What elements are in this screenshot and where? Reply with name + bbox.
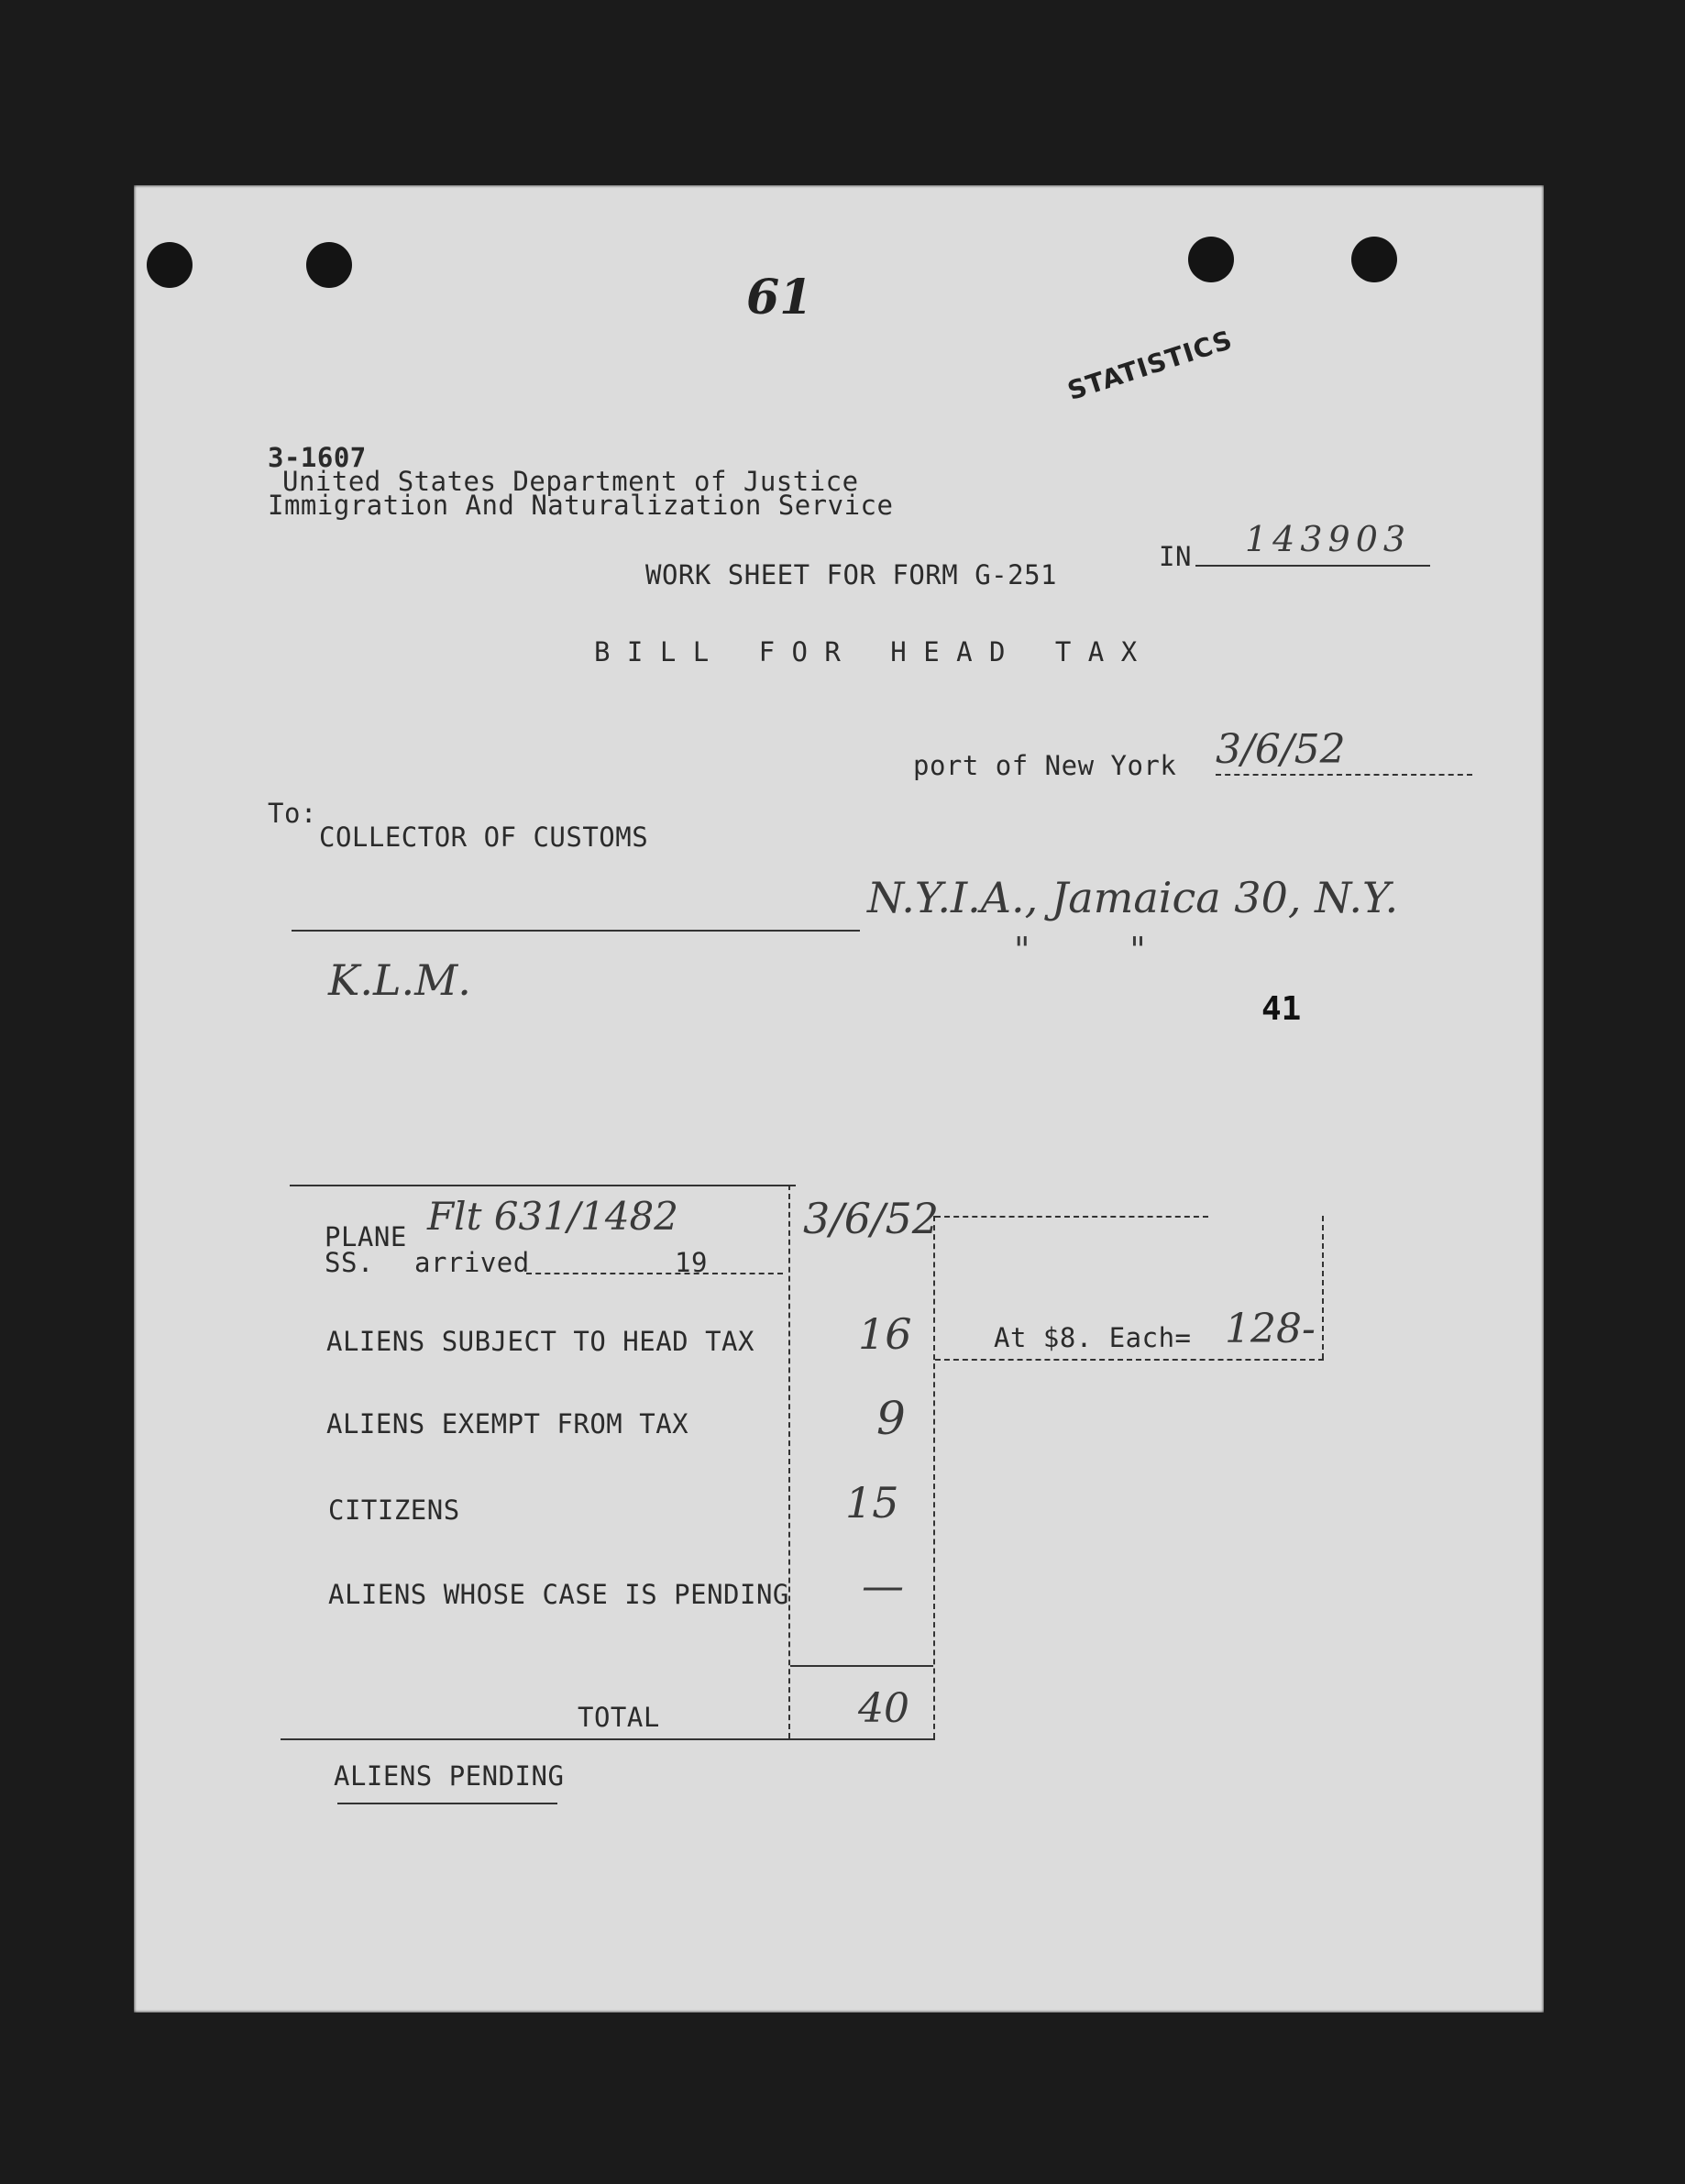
- total-label: TOTAL: [578, 1702, 660, 1733]
- reference-number: 143903: [1245, 519, 1412, 559]
- department-name: United States Department of Justice: [282, 466, 859, 497]
- total-value: 40: [858, 1685, 909, 1732]
- collector-label: COLLECTOR OF CUSTOMS: [319, 822, 649, 853]
- reference-line: [1195, 565, 1430, 567]
- document-page: [134, 185, 1544, 2013]
- ditto-marks: " ": [1014, 930, 1146, 970]
- bill-title: B I L L F O R H E A D T A X: [594, 636, 1138, 667]
- worksheet-title: WORK SHEET FOR FORM G-251: [645, 559, 1057, 590]
- table-bottom-line: [281, 1738, 935, 1740]
- port-date-line: [1216, 774, 1472, 776]
- row-value-pending: —: [862, 1561, 904, 1610]
- row-label-subject: ALIENS SUBJECT TO HEAD TAX: [326, 1326, 754, 1357]
- port-label: port of New York: [913, 750, 1177, 781]
- row-label-citizens: CITIZENS: [328, 1495, 460, 1526]
- form-number: 3-1607: [268, 442, 367, 473]
- reference-label: IN: [1159, 541, 1192, 572]
- subtotal-line: [790, 1665, 933, 1667]
- port-date: 3/6/52: [1216, 726, 1346, 773]
- ss-label: SS.: [325, 1247, 374, 1278]
- sheet-number: 41: [1261, 990, 1302, 1028]
- to-label: To:: [268, 798, 317, 829]
- punch-hole: [1351, 237, 1397, 282]
- page-mark: 61: [746, 270, 813, 325]
- rate-box-top: [935, 1216, 1208, 1218]
- row-value-subject: 16: [858, 1309, 912, 1359]
- rate-label: At $8. Each=: [994, 1322, 1192, 1353]
- table-top-line: [290, 1185, 796, 1186]
- year-prefix: 19: [675, 1247, 708, 1278]
- carrier-name: K.L.M.: [328, 955, 471, 1005]
- table-divider: [788, 1185, 790, 1738]
- punch-hole: [306, 242, 352, 288]
- arrival-date: 3/6/52: [803, 1194, 940, 1243]
- airport-location: N.Y.I.A., Jamaica 30, N.Y.: [867, 873, 1399, 922]
- punch-hole: [147, 242, 193, 288]
- statistics-stamp: STATISTICS: [1063, 324, 1237, 407]
- row-label-pending: ALIENS WHOSE CASE IS PENDING: [328, 1579, 789, 1610]
- punch-hole: [1188, 237, 1234, 282]
- table-right-border: [933, 1216, 935, 1738]
- aliens-pending-label: ALIENS PENDING: [334, 1760, 565, 1792]
- row-value-citizens: 15: [845, 1478, 899, 1528]
- aliens-pending-underline: [337, 1803, 557, 1804]
- plane-label: PLANE: [325, 1221, 407, 1252]
- rate-box-right: [1322, 1216, 1324, 1359]
- row-label-exempt: ALIENS EXEMPT FROM TAX: [326, 1408, 689, 1439]
- plane-flight: Flt 631/1482: [427, 1194, 679, 1239]
- rate-box-bottom: [935, 1359, 1324, 1361]
- rate-amount: 128-: [1225, 1306, 1316, 1352]
- row-value-exempt: 9: [876, 1392, 906, 1445]
- service-name: Immigration And Naturalization Service: [268, 490, 894, 521]
- arrived-label: arrived: [414, 1247, 530, 1278]
- address-line: [292, 930, 860, 932]
- arrived-line: [526, 1273, 783, 1274]
